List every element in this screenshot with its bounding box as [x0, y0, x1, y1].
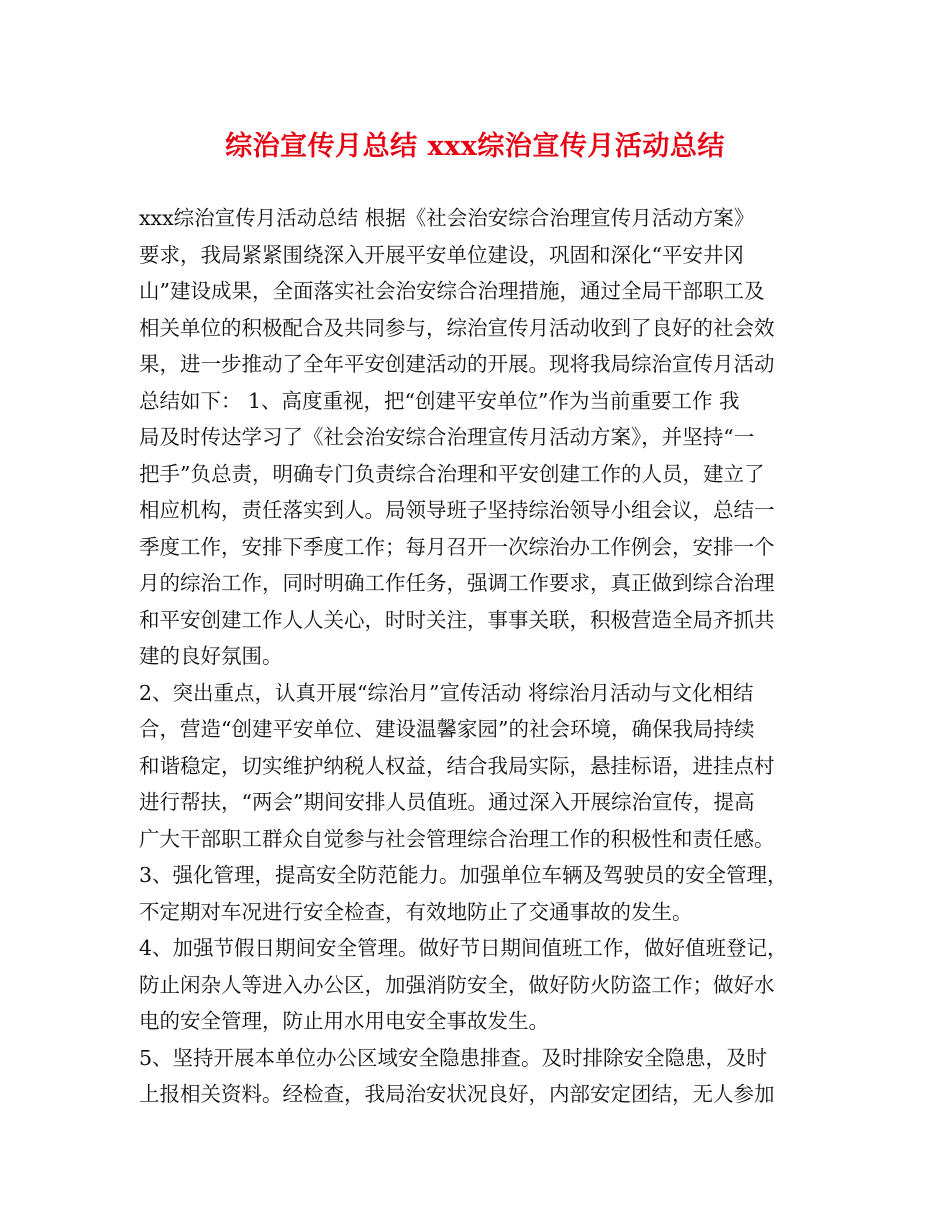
- body-line: 上报相关资料。经检查，我局治安状况良好，内部安定团结，无人参加: [139, 1082, 775, 1106]
- body-line: 果，进一步推动了全年平安创建活动的开展。现将我局综治宣传月活动: [139, 352, 775, 376]
- body-line: 相应机构，责任落实到人。局领导班子坚持综治领导小组会议，总结一: [139, 498, 775, 522]
- body-line: xxx综治宣传月活动总结 根据《社会治安综合治理宣传月活动方案》: [139, 206, 755, 230]
- document-title: 综治宣传月总结 xxx综治宣传月活动总结: [225, 131, 725, 162]
- body-line: 防止闲杂人等进入办公区，加强消防安全，做好防火防盗工作；做好水: [139, 972, 775, 997]
- body-line: 广大干部职工群众自觉参与社会管理综合治理工作的积极性和责任感。: [139, 826, 775, 851]
- body-line: 局及时传达学习了《社会治安综合治理宣传月活动方案》，并坚持“一: [139, 425, 755, 449]
- body-line: 相关单位的积极配合及共同参与，综治宣传月活动收到了良好的社会效: [139, 315, 775, 340]
- body-line: 和谐稳定，切实维护纳税人权益，结合我局实际，悬挂标语，进挂点村: [139, 753, 775, 778]
- body-line: 5、坚持开展本单位办公区域安全隐患排查。及时排除安全隐患，及时: [139, 1045, 768, 1070]
- body-line: 进行帮扶，“两会”期间安排人员值班。通过深入开展综治宣传，提高: [139, 790, 755, 814]
- body-line: 山”建设成果，全面落实社会治安综合治理措施，通过全局干部职工及: [139, 279, 765, 303]
- body-line: 和平安创建工作人人关心，时时关注，事事关联，积极营造全局齐抓共: [139, 607, 775, 632]
- body-line: 要求，我局紧紧围绕深入开展平安单位建设，巩固和深化“平安井冈: [139, 242, 744, 267]
- body-line: 2、突出重点，认真开展“综治月”宣传活动 将综治月活动与文化相结: [139, 680, 754, 705]
- body-line: 月的综治工作，同时明确工作任务，强调工作要求，真正做到综合治理: [139, 571, 775, 595]
- body-line: 3、强化管理，提高安全防范能力。加强单位车辆及驾驶员的安全管理，: [139, 863, 788, 887]
- body-line: 季度工作，安排下季度工作；每月召开一次综治办工作例会，安排一个: [139, 534, 775, 559]
- body-line: 合，营造“创建平安单位、建设温馨家园”的社会环境，确保我局持续: [139, 717, 755, 741]
- body-line: 建的良好氛围。: [139, 644, 283, 668]
- body-line: 总结如下： 1、高度重视，把“创建平安单位”作为当前重要工作 我: [139, 388, 740, 413]
- body-line: 把手”负总责，明确专门负责综合治理和平安创建工作的人员，建立了: [139, 461, 765, 486]
- body-line: 不定期对车况进行安全检查，有效地防止了交通事故的发生。: [139, 899, 693, 924]
- body-line: 4、加强节假日期间安全管理。做好节日期间值班工作，做好值班登记，: [139, 936, 788, 960]
- body-line: 电的安全管理，防止用水用电安全事故发生。: [139, 1009, 549, 1033]
- document-body: [139, 200, 819, 1113]
